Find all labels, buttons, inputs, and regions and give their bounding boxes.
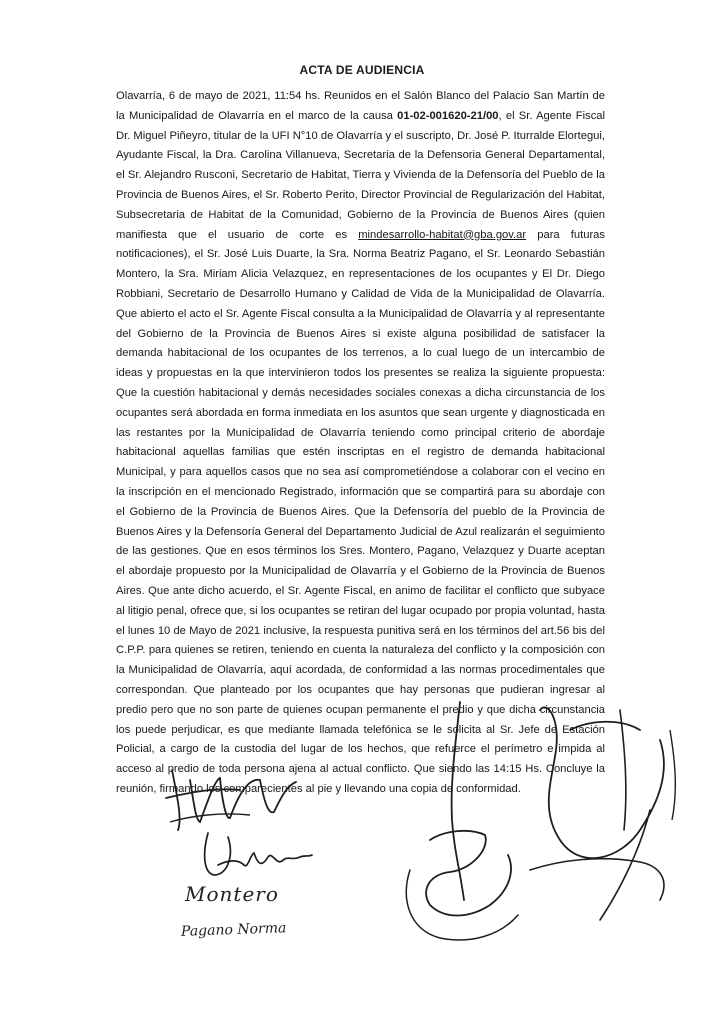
signature-4 — [500, 690, 700, 930]
document-title: ACTA DE AUDIENCIA — [299, 63, 425, 77]
signatures-area — [0, 690, 724, 1024]
signature-name-montero: Montero — [185, 882, 279, 906]
body-part-1: , el Sr. Agente Fiscal Dr. Miguel Piñeyro, titular de la UFI N°10 de Olavarría y el suscripto, Dr. José P. Iturralde Elortegui, Ayudante Fiscal, la Dra. Carolina Villanueva, Secretaria de la Defensoria General Departamental, el Sr. Alejandro Rusconi, Secretario de Habitat, Tierra y Vivienda de la Defensoría del Pueblo de la Provincia de Buenos Aires, el Sr. Roberto Perito, Director Provincial de Regularización del Habitat, Subsecretaria de Habitat de la Comunidad, Gobierno de la Provincia de Buenos Aires (quien manifiesta que el usuario de corte es — [116, 109, 606, 241]
notification-email-link[interactable]: mindesarrollo-habitat@gba.gov.ar — [358, 228, 527, 241]
body-intro: Olavarría, 6 de mayo de 2021, 11:54 hs. Reunidos en el Salón Blanco del Palacio San Martín de la Municipalidad de Olavarría en el marco de la causa — [116, 90, 605, 122]
signature-2 — [188, 825, 318, 885]
body-part-2: para futuras notificaciones), el Sr. José Luis Duarte, la Sra. Norma Beatriz Pagano, el Sr. Leonardo Sebastián Montero, la Sra. Miriam Alicia Velazquez, en representaciones de los ocupantes y El Dr. Diego Robbiani, Secretario de Desarrollo Humano y Calidad de Vida de la Municipalidad de Olavarría. Que abierto el acto el Sr. Agente Fiscal consulta a la Municipalidad de Olavarría y al representante del Gobierno de la Provincia de Buenos Aires si existe alguna posibilidad de satisfacer la demanda habitacional de los ocupantes de los terrenos, a lo cual luego de un intercambio de ideas y propuestas en la que intervinieron todos los presentes se realiza la siguiente propuesta: Que la cuestión habitacional y demás necesidades sociales conexas a dicha circunstancia de los ocupantes será abordada en forma inmediata en los asuntos que sean urgente y diagnosticada en las restantes por la Municipalidad de Olavarría teniendo como principal criterio de abordaje habitacional aquellas familias que estén inscriptas en el registro de demanda habitacional Municipal, y para aquellos casos que no sea así comprometiéndose a colaborar con el vecino en la inscripción en el mencionado Registrado, información que se compartirá para su abordaje con el Gobierno de la Provincia de Buenos Aires. Que la Defensoría del pueblo de la Provincia de Buenos Aires y la Defensoría General del Departamento Judicial de Azul realizarán el seguimiento de las gestiones. Que en esos términos los Sres. Montero, Pagano, Velazquez y Duarte aceptan el abordaje propuesto por la Municipalidad de Olavarría y el Gobierno de la Provincia de Buenos Aires. Que ante dicho acuerdo, el Sr. Agente Fiscal, en animo de facilitar el conflicto que subyace al litigio penal, ofrece que, si los ocupantes se retiran del lugar ocupado por propia voluntad, hasta el lunes 10 de Mayo de 2021 inclusive, la respuesta punitiva será en los términos del art.56 bis del C.P.P. para quienes se retiren, teniendo en cuenta la naturaleza del conflicto y la composición con la Municipalidad de Olavarría, aquí acordada, de conformidad a las normas procedimentales que correspondan. Que planteado por los ocupantes que hay personas que pudieran ingresar al predio pero que no son parte de quienes ocupan permanente el predio y que dicha circunstancia los puede perjudicar, es que mediante llamada telefónica se le solicita al Sr. Jefe de Estación Policial, a cargo de la custodia del lugar de los hechos, que refuerce el perímetro e impida al acceso al predio de toda persona ajena al actual conflicto. Que siendo las 14:15 Hs. Concluye la reunión, firmando los comparecientes al pie y llevando una copia de conformidad. — [116, 228, 605, 795]
signature-name-pagano: Pagano Norma — [180, 920, 287, 940]
case-number: 01-02-001620-21/00 — [397, 109, 499, 122]
